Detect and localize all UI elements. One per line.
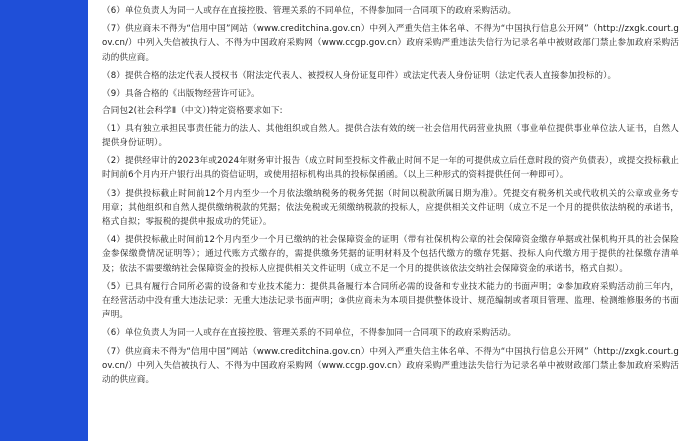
paragraph: （7）供应商未不得为“信用中国”网站（www.creditchina.gov.cn）中列入严重失信主体名单、不得为“中国执行信息公开网”（http://zxgk.court.gov.cn/）中列入失信被执行人、不得为中国政府采购网（www.ccgp.gov.cn）政府采购严重违法失信行为记录名单中被财政部门禁止参加政府采购活动的供应商。 <box>102 346 679 386</box>
paragraph: （5）已具有履行合同所必需的设备和专业技术能力：提供具备履行本合同所必需的设备和专业技术能力的书面声明；②参加政府采购活动前三年内，在经营活动中没有重大违法记录：无重大违法记录书面声明；③供应商未为本项目提供整体设计、规范编制或者项目管理、监理、检测维修服务的书面声明。 <box>102 281 679 321</box>
paragraph: （6）单位负责人为同一人或存在直接控股、管理关系的不同单位，不得参加同一合同项下的政府采购活动。 <box>102 6 517 16</box>
paragraph: （6）单位负责人为同一人或存在直接控股、管理关系的不同单位，不得参加同一合同项下的政府采购活动。 <box>102 328 517 339</box>
paragraph: （2）提供经审计的2023年或2024年财务审计报告（成立时间至投标文件截止时间不足一年的可提供成立后任意时段的资产负债表），或提交投标截止时间前6个月内开户银行出具的资信证明，或使用招标机构出具的投标保函函。（以上三种形式的资料提供任何一种即可）。 <box>102 156 679 181</box>
paragraph: （7）供应商未不得为“信用中国”网站（www.creditchina.gov.cn）中列入严重失信主体名单、不得为“中国执行信息公开网”（http://zxgk.court.gov.cn/）中列入失信被执行人、不得为中国政府采购网（www.ccgp.gov.cn）政府采购严重违法失信行为记录名单中被财政部门禁止参加政府采购活动的供应商。 <box>102 24 679 63</box>
left-color-rail <box>0 0 88 441</box>
paragraph: （4）提供投标截止时间前12个月内至少一个月已缴纳的社会保障资金的证明（带有社保机构公章的社会保障资金缴存单据或社保机构开具的社会保险金参保缴费情况证明等）；通过代账方式缴存的，需提供缴务凭据的证明材料及个包括代缴方的缴存凭据、投标人向代缴方用于提供的社保缴存清单及；依法不需要缴纳社会保障资金的投标人应提供相关文件证明（成立不足一个月的提供该依法交纳社会保障资金的承诺书，格式自拟）。 <box>102 235 679 274</box>
paragraph: （8）提供合格的法定代表人授权书（附法定代表人、被授权人身份证复印件）或法定代表人身份证明（法定代表人直接参加投标的）。 <box>102 70 617 81</box>
paragraph: （1）具有独立承担民事责任能力的法人、其他组织或自然人。提供合法有效的统一社会信用代码营业执照（事业单位提供事业单位法人证书，自然人提供身份证明）。 <box>102 123 679 148</box>
contract-package-heading: 合同包2(社会科学Ⅱ（中文）)特定资格要求如下: <box>102 106 283 117</box>
paragraph: （3）提供投标截止时间前12个月内至少一个月依法缴纳税务的税务凭据（时间以税款所属日期为准）。凭提交有税务机关或代收机关的公章或业务专用章；其他组织和自然人提供缴纳税款的凭据；依法免税或无须缴纳税款的投标人，应提供相关文件证明（成立不足一个月的提供依法纳税的承诺书，格式自拟；零报税的提供申报成功的凭证）。 <box>102 188 679 228</box>
document-text-body <box>88 0 693 441</box>
paragraph: （9）具备合格的《出版物经营许可证》。 <box>102 89 260 100</box>
